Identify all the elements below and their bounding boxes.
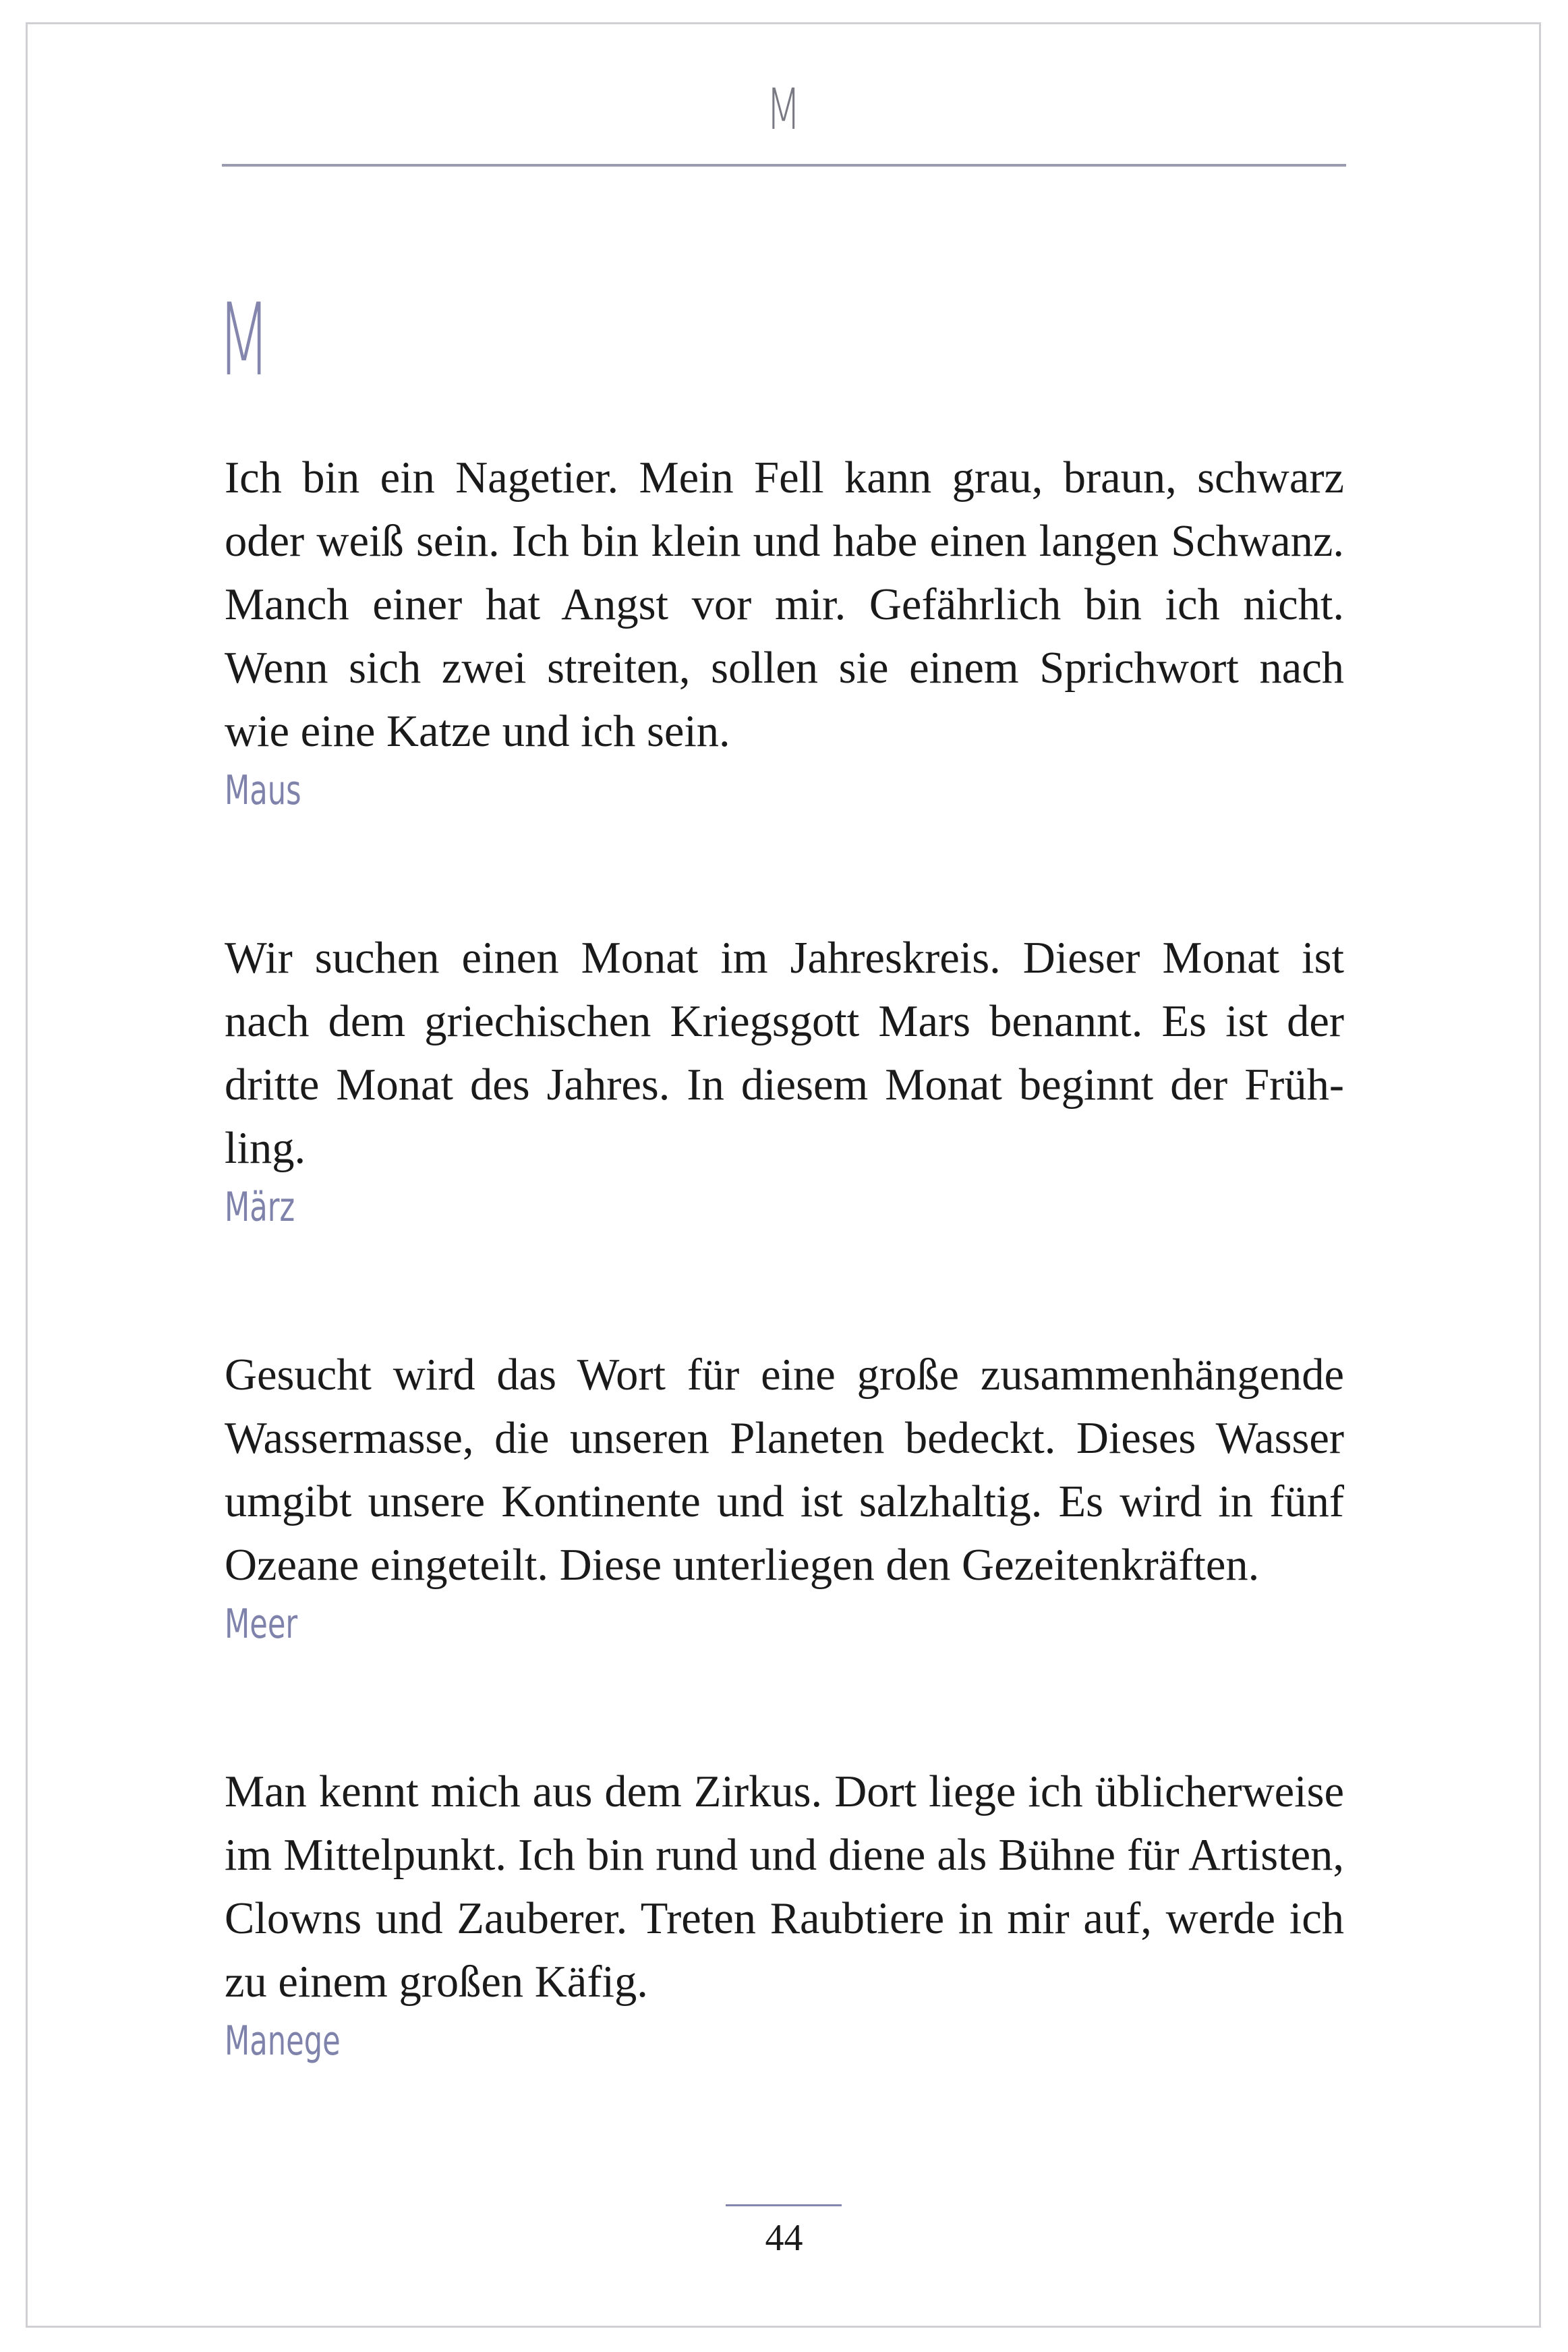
section-letter: M (217, 282, 271, 398)
header-rule (222, 164, 1346, 167)
riddle-answer: Meer (225, 1601, 298, 1648)
riddle-answer: Manege (225, 2017, 341, 2065)
riddle-entry-maus (225, 447, 1344, 818)
riddle-entry-maerz (225, 927, 1344, 1234)
riddle-answer: März (225, 1184, 295, 1231)
riddle-text: Wir suchen einen Monat im Jahreskreis. Dieser Monat ist nach dem griechischen Kriegsgott Mars benannt. Es ist der dritte Monat des Jahres. In diesem Monat beginnt der Frühling. (225, 934, 1344, 1173)
riddle-answer: Maus (225, 767, 301, 814)
footer-rule (726, 2204, 842, 2206)
riddle-list (225, 447, 1344, 2068)
riddle-text: Man kennt mich aus dem Zirkus. Dort liege ich üblicherweise im Mittelpunkt. Ich bin rund und diene als Bühne für Artisten, Clowns und Zauberer. Treten Raubtiere in mir auf, werde ich zu einem großen Käfig. (225, 1767, 1344, 2007)
page-number: 44 (765, 2217, 803, 2259)
riddle-entry-meer (225, 1344, 1344, 1651)
riddle-entry-manege (225, 1760, 1344, 2068)
running-head: M (765, 76, 803, 142)
riddle-text: Gesucht wird das Wort für eine große zusammenhängende Wassermasse, die unseren Planeten bedeckt. Dieses Wasser umgibt unsere Kontinente und ist salzhaltig. Es wird in fünf Ozeane eingeteilt. Diese unterliegen den Gezeitenkräften. (225, 1350, 1344, 1590)
riddle-text: Ich bin ein Nagetier. Mein Fell kann grau, braun, schwarz oder weiß sein. Ich bin klein und habe einen langen Schwanz. Manch einer hat Angst vor mir. Gefährlich bin ich nicht. Wenn sich zwei streiten, sollen sie einem Sprichwort nach wie eine Katze und ich sein. (225, 453, 1344, 756)
